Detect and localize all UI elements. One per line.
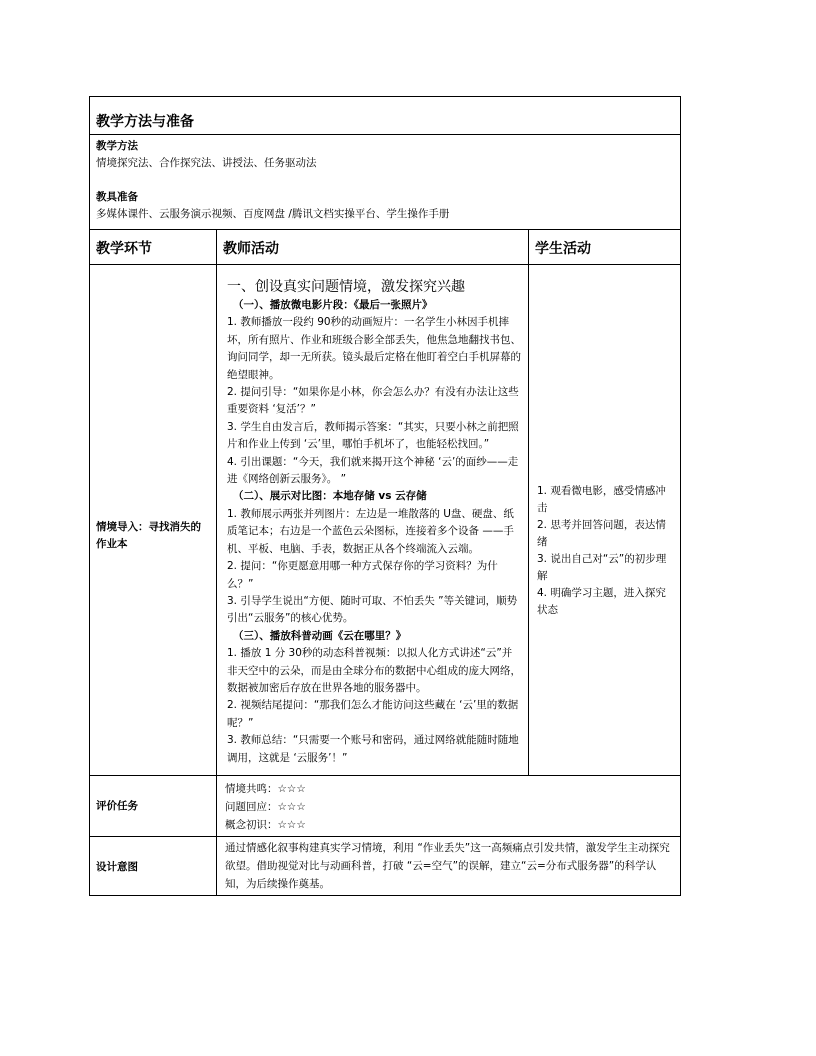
teacher-paragraph: 1. 教师播放一段约 90秒的动画短片：一名学生小林因手机摔坏，所有照片、作业和班级合影全部丢失，他焦急地翻找书包、询问同学，却一无所获。镜头最后定格在他盯着空白手机屏幕的绝望眼神。 xyxy=(227,316,521,381)
header-student: 学生活动 xyxy=(529,230,681,265)
stage-cell xyxy=(90,265,217,776)
tools-text: 多媒体课件、云服务演示视频、百度网盘 /腾讯文档实操平台、学生操作手册 xyxy=(96,208,450,220)
student-activity-cell xyxy=(529,265,681,776)
teacher-paragraph: 2. 提问：“你更愿意用哪一种方式保存你的学习资料？为什么？” xyxy=(227,560,498,590)
evaluation-row xyxy=(90,775,681,836)
teacher-paragraph: 4. 引出课题：“今天，我们就来揭开这个神秘 ‘云’的面纱——走进《网络创新云服务》。 ” xyxy=(227,455,519,486)
header-stage: 教学环节 xyxy=(90,230,217,265)
teacher-paragraph: 3. 引导学生说出“方便、随时可取、不怕丢失 ”等关键词，顺势引出“云服务”的核心优势。 xyxy=(227,594,518,625)
teacher-section-title: 一、创设真实问题情境，激发探究兴趣 xyxy=(227,279,465,295)
student-item: 4. 明确学习主题，进入探究状态 xyxy=(537,587,666,616)
evaluation-content-cell xyxy=(217,775,681,836)
methods-content-row xyxy=(90,135,681,230)
teacher-subheading-2: （二）、展示对比图：本地存储 vs 云存储 xyxy=(233,490,427,503)
teacher-paragraph: 1. 教师展示两张并列图片：左边是一堆散落的 U盘、硬盘、纸质笔记本；右边是一个蓝色云朵图标，连接着多个设备 ——手机、平板、电脑、手表，数据正从各个终端流入云端。 xyxy=(227,507,514,555)
section-title-cell xyxy=(90,97,681,135)
teacher-paragraph: 2. 视频结尾提问：“那我们怎么才能访问这些藏在 ‘云’里的数据呢？” xyxy=(227,699,519,729)
evaluation-item: 问题回应：☆☆☆ xyxy=(225,800,306,813)
rating-stars: ☆☆☆ xyxy=(277,782,306,795)
evaluation-item: 概念初识：☆☆☆ xyxy=(225,818,306,831)
rating-stars: ☆☆☆ xyxy=(277,800,306,813)
methods-section-row xyxy=(90,97,681,135)
methods-heading: 教学方法 xyxy=(96,140,138,152)
teacher-paragraph: 2. 提问引导：“如果你是小林，你会怎么办？有没有办法让这些重要资料 ‘复活’？” xyxy=(227,386,519,416)
teacher-paragraph: 1. 播放 1 分 30秒的动态科普视频：以拟人化方式讲述“云”并非天空中的云朵，而是由全球分布的数据中心组成的庞大网络，数据被加密后存放在世界各地的服务器中。 xyxy=(227,647,521,694)
table-header-row xyxy=(90,230,681,265)
student-item: 2. 思考并回答问题，表达情绪 xyxy=(537,519,666,548)
design-label-cell xyxy=(90,836,217,895)
evaluation-item: 情境共鸣：☆☆☆ xyxy=(225,782,306,795)
evaluation-label-cell xyxy=(90,775,217,836)
tools-heading: 教具准备 xyxy=(96,191,138,203)
design-label: 设计意图 xyxy=(96,860,138,873)
methods-content-cell xyxy=(90,135,681,230)
design-text: 通过情感化叙事构建真实学习情境，利用 “作业丢失”这一高频痛点引发共情，激发学生主动探究欲望。借助视觉对比与动画科普，打破 “云=空气”的误解，建立“云=分布式服务器”的科学认知，为后续操作奠基。 xyxy=(225,841,670,890)
teacher-subheading-1: （一）、播放微电影片段：《最后一张照片》 xyxy=(233,299,433,311)
methods-text: 情境探究法、合作探究法、讲授法、任务驱动法 xyxy=(96,157,317,169)
teacher-activity-cell xyxy=(217,265,529,776)
activity-row xyxy=(90,265,681,776)
design-text-cell xyxy=(217,836,681,895)
stage-label: 情境导入：寻找消失的作业本 xyxy=(96,521,201,550)
teacher-paragraph: 3. 教师总结：“只需要一个账号和密码，通过网络就能随时随地调用，这就是 ‘云服务’！” xyxy=(227,734,519,764)
header-teacher: 教师活动 xyxy=(217,230,529,265)
student-item: 3. 说出自己对“云”的初步理解 xyxy=(537,553,667,582)
lesson-table xyxy=(89,96,681,896)
section-title: 教学方法与准备 xyxy=(96,114,194,130)
teacher-paragraph: 3. 学生自由发言后，教师揭示答案：“其实，只要小林之前把照片和作业上传到 ‘云’里，哪怕手机坏了，也能轻松找回。” xyxy=(227,420,519,451)
student-item: 1. 观看微电影，感受情感冲击 xyxy=(537,485,666,514)
evaluation-label: 评价任务 xyxy=(96,799,138,812)
teacher-subheading-3: （三）、播放科普动画《云在哪里？》 xyxy=(233,629,407,642)
lesson-plan-document xyxy=(89,96,680,896)
rating-stars: ☆☆☆ xyxy=(277,818,306,831)
design-intent-row xyxy=(90,836,681,895)
